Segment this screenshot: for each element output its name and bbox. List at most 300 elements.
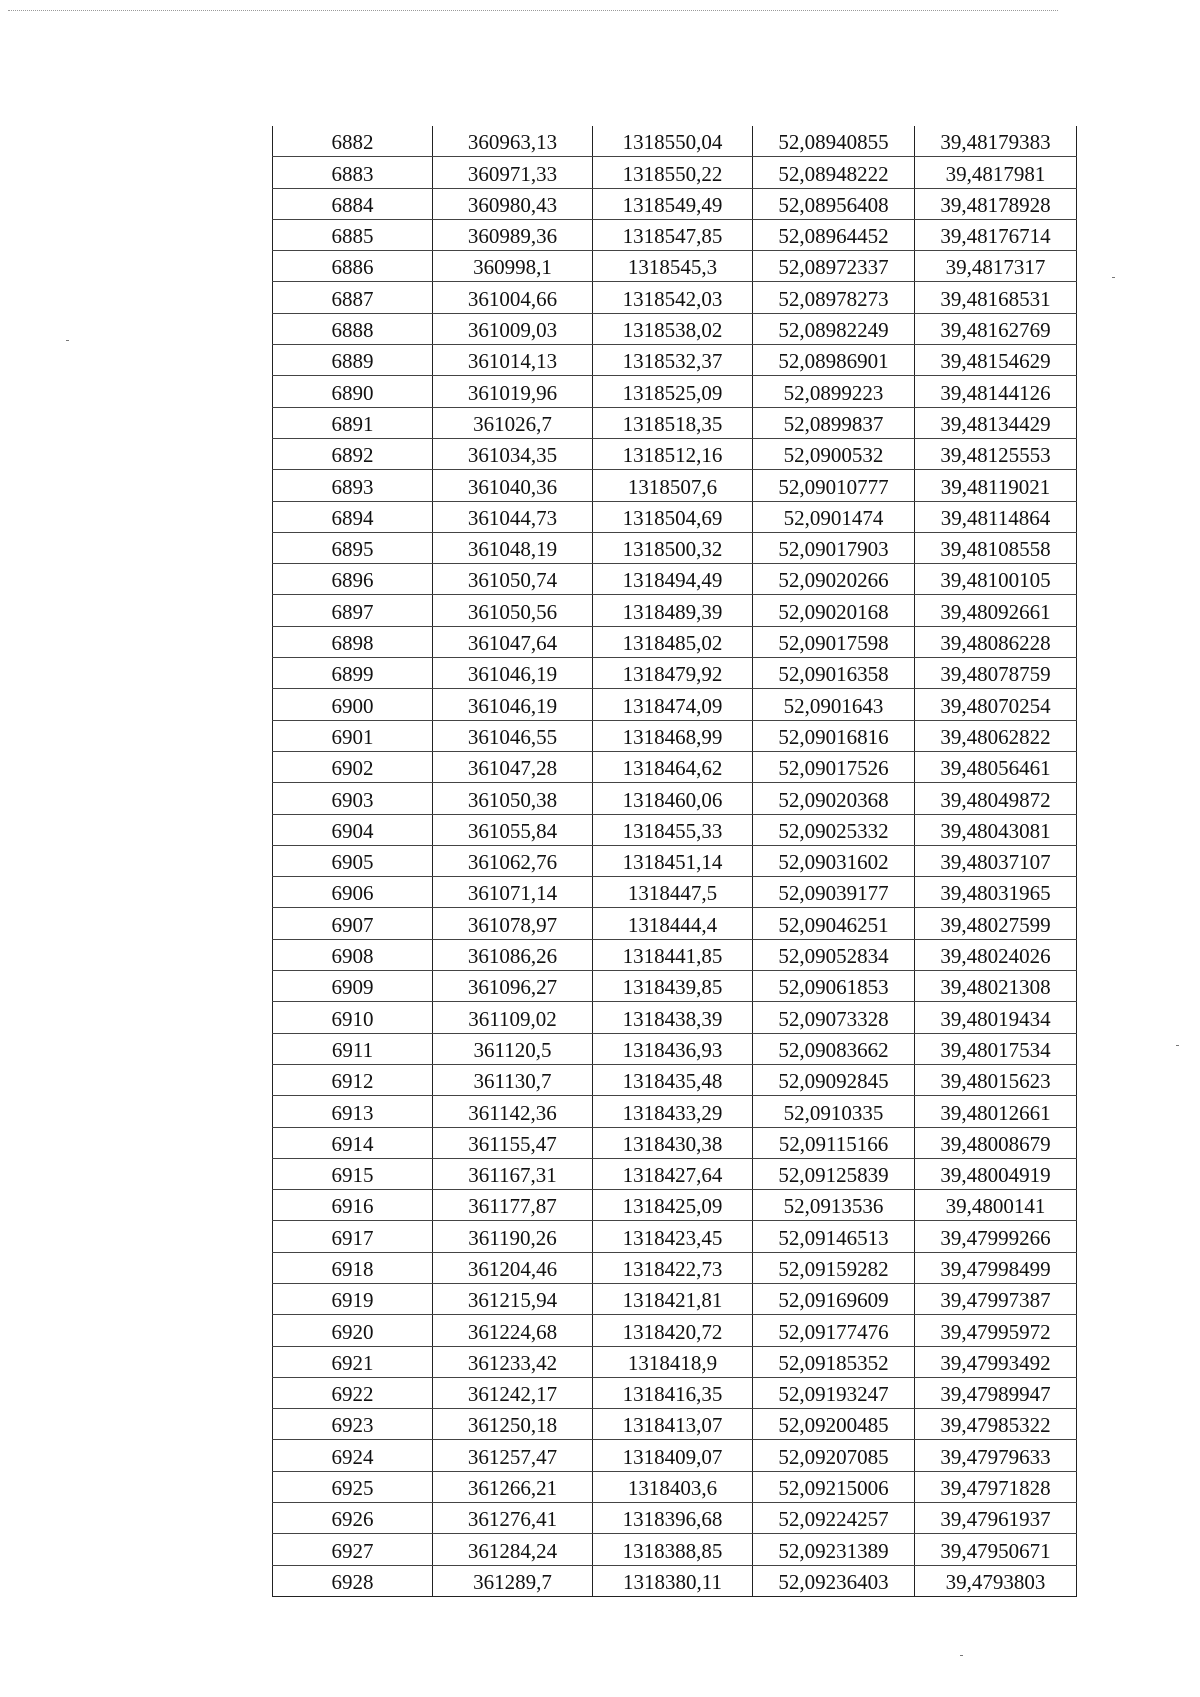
- cell-value: 361078,97: [467, 912, 558, 937]
- y-coordinate-cell: [593, 720, 753, 751]
- longitude-cell: [915, 1283, 1077, 1314]
- cell-value: 1318545,3: [627, 255, 718, 280]
- point-number-cell: [273, 470, 433, 501]
- cell-value: 360998,1: [473, 255, 552, 280]
- longitude-cell: [915, 814, 1077, 845]
- cell-value: 1318439,85: [622, 975, 723, 1000]
- cell-value: 6891: [331, 411, 374, 436]
- point-number-cell: [273, 345, 433, 376]
- table-row: [273, 188, 1077, 219]
- cell-value: 361155,47: [468, 1131, 557, 1156]
- cell-value: 360989,36: [467, 224, 558, 249]
- cell-value: 52,09031602: [778, 850, 889, 875]
- x-coordinate-cell: [433, 939, 593, 970]
- cell-value: 6916: [331, 1194, 374, 1219]
- longitude-cell: [915, 751, 1077, 782]
- table-row: [273, 971, 1077, 1002]
- table-row: [273, 1127, 1077, 1158]
- cell-value: 361046,55: [467, 724, 558, 749]
- cell-value: 39,47985322: [940, 1413, 1051, 1438]
- cell-value: 6882: [331, 130, 374, 155]
- point-number-cell: [273, 532, 433, 563]
- point-number-cell: [273, 157, 433, 188]
- cell-value: 361034,35: [467, 443, 558, 468]
- cell-value: 39,48062822: [940, 724, 1051, 749]
- cell-value: 39,48027599: [940, 912, 1051, 937]
- cell-value: 1318441,85: [622, 944, 723, 969]
- cell-value: 1318423,45: [622, 1225, 723, 1250]
- cell-value: 361233,42: [467, 1350, 558, 1375]
- y-coordinate-cell: [593, 157, 753, 188]
- cell-value: 52,08972337: [778, 255, 889, 280]
- longitude-cell: [915, 1033, 1077, 1064]
- latitude-cell: [753, 282, 915, 313]
- table-row: [273, 219, 1077, 250]
- longitude-cell: [915, 1471, 1077, 1502]
- y-coordinate-cell: [593, 814, 753, 845]
- cell-value: 39,48031965: [940, 881, 1051, 906]
- table-row: [273, 470, 1077, 501]
- longitude-cell: [915, 595, 1077, 626]
- x-coordinate-cell: [433, 1471, 593, 1502]
- cell-value: 6884: [331, 192, 374, 217]
- table-row: [273, 814, 1077, 845]
- cell-value: 1318409,07: [622, 1444, 723, 1469]
- y-coordinate-cell: [593, 971, 753, 1002]
- cell-value: 39,47971828: [940, 1476, 1051, 1501]
- cell-value: 39,48154629: [940, 349, 1051, 374]
- cell-value: 39,47997387: [940, 1288, 1051, 1313]
- cell-value: 52,08956408: [778, 192, 889, 217]
- cell-value: 39,47950671: [940, 1538, 1051, 1563]
- table-row: [273, 1096, 1077, 1127]
- cell-value: 52,0900532: [783, 443, 884, 468]
- latitude-cell: [753, 751, 915, 782]
- cell-value: 361009,03: [467, 318, 558, 343]
- cell-value: 52,09010777: [778, 474, 889, 499]
- cell-value: 6920: [331, 1319, 374, 1344]
- x-coordinate-cell: [433, 1503, 593, 1534]
- cell-value: 6896: [331, 568, 374, 593]
- cell-value: 361004,66: [467, 286, 558, 311]
- scan-edge-line: [8, 10, 1058, 11]
- point-number-cell: [273, 595, 433, 626]
- x-coordinate-cell: [433, 407, 593, 438]
- cell-value: 1318436,93: [622, 1037, 723, 1062]
- y-coordinate-cell: [593, 126, 753, 157]
- cell-value: 52,09016816: [778, 724, 889, 749]
- cell-value: 39,47993492: [940, 1350, 1051, 1375]
- cell-value: 39,48108558: [940, 537, 1051, 562]
- latitude-cell: [753, 1565, 915, 1596]
- x-coordinate-cell: [433, 1315, 593, 1346]
- latitude-cell: [753, 501, 915, 532]
- cell-value: 6921: [331, 1350, 374, 1375]
- x-coordinate-cell: [433, 1409, 593, 1440]
- cell-value: 6924: [331, 1444, 374, 1469]
- cell-value: 361026,7: [473, 411, 552, 436]
- cell-value: 52,08978273: [778, 286, 889, 311]
- cell-value: 52,09207085: [778, 1444, 889, 1469]
- longitude-cell: [915, 470, 1077, 501]
- y-coordinate-cell: [593, 783, 753, 814]
- point-number-cell: [273, 1503, 433, 1534]
- cell-value: 361044,73: [467, 505, 558, 530]
- table-row: [273, 564, 1077, 595]
- cell-value: 1318425,09: [622, 1194, 723, 1219]
- cell-value: 361050,74: [467, 568, 558, 593]
- cell-value: 361050,38: [467, 787, 558, 812]
- cell-value: 52,09200485: [778, 1413, 889, 1438]
- cell-value: 39,47995972: [940, 1319, 1051, 1344]
- point-number-cell: [273, 689, 433, 720]
- x-coordinate-cell: [433, 219, 593, 250]
- latitude-cell: [753, 407, 915, 438]
- x-coordinate-cell: [433, 501, 593, 532]
- x-coordinate-cell: [433, 376, 593, 407]
- cell-value: 1318444,4: [627, 912, 718, 937]
- latitude-cell: [753, 939, 915, 970]
- cell-value: 52,0913536: [783, 1194, 884, 1219]
- cell-value: 39,48012661: [940, 1100, 1051, 1125]
- table-row: [273, 1471, 1077, 1502]
- table-row: [273, 1002, 1077, 1033]
- latitude-cell: [753, 1127, 915, 1158]
- cell-value: 1318518,35: [622, 411, 723, 436]
- y-coordinate-cell: [593, 1440, 753, 1471]
- latitude-cell: [753, 376, 915, 407]
- latitude-cell: [753, 1409, 915, 1440]
- table-row: [273, 720, 1077, 751]
- x-coordinate-cell: [433, 313, 593, 344]
- table-row: [273, 595, 1077, 626]
- cell-value: 52,09046251: [778, 912, 889, 937]
- point-number-cell: [273, 219, 433, 250]
- latitude-cell: [753, 626, 915, 657]
- x-coordinate-cell: [433, 1252, 593, 1283]
- x-coordinate-cell: [433, 908, 593, 939]
- cell-value: 6928: [331, 1569, 374, 1594]
- y-coordinate-cell: [593, 219, 753, 250]
- x-coordinate-cell: [433, 251, 593, 282]
- point-number-cell: [273, 1096, 433, 1127]
- x-coordinate-cell: [433, 564, 593, 595]
- longitude-cell: [915, 1409, 1077, 1440]
- cell-value: 39,48015623: [940, 1069, 1051, 1094]
- cell-value: 1318500,32: [622, 537, 723, 562]
- y-coordinate-cell: [593, 689, 753, 720]
- cell-value: 6906: [331, 881, 374, 906]
- point-number-cell: [273, 1283, 433, 1314]
- x-coordinate-cell: [433, 1064, 593, 1095]
- table-row: [273, 1565, 1077, 1596]
- latitude-cell: [753, 1064, 915, 1095]
- latitude-cell: [753, 1252, 915, 1283]
- y-coordinate-cell: [593, 1409, 753, 1440]
- cell-value: 1318388,85: [622, 1538, 723, 1563]
- cell-value: 1318418,9: [627, 1350, 718, 1375]
- table-row: [273, 658, 1077, 689]
- x-coordinate-cell: [433, 626, 593, 657]
- cell-value: 6888: [331, 318, 374, 343]
- cell-value: 52,09073328: [778, 1006, 889, 1031]
- cell-value: 52,09020266: [778, 568, 889, 593]
- cell-value: 1318380,11: [623, 1569, 722, 1594]
- longitude-cell: [915, 251, 1077, 282]
- x-coordinate-cell: [433, 470, 593, 501]
- cell-value: 361142,36: [468, 1100, 557, 1125]
- cell-value: 6917: [331, 1225, 374, 1250]
- cell-value: 39,48043081: [940, 818, 1051, 843]
- latitude-cell: [753, 251, 915, 282]
- longitude-cell: [915, 219, 1077, 250]
- point-number-cell: [273, 501, 433, 532]
- y-coordinate-cell: [593, 470, 753, 501]
- table-row: [273, 1377, 1077, 1408]
- point-number-cell: [273, 1409, 433, 1440]
- cell-value: 1318464,62: [622, 756, 723, 781]
- cell-value: 52,08948222: [778, 161, 889, 186]
- x-coordinate-cell: [433, 532, 593, 563]
- longitude-cell: [915, 157, 1077, 188]
- x-coordinate-cell: [433, 188, 593, 219]
- y-coordinate-cell: [593, 1471, 753, 1502]
- point-number-cell: [273, 126, 433, 157]
- cell-value: 52,09061853: [778, 975, 889, 1000]
- cell-value: 361284,24: [467, 1538, 558, 1563]
- cell-value: 361050,56: [467, 599, 558, 624]
- cell-value: 1318512,16: [622, 443, 723, 468]
- y-coordinate-cell: [593, 877, 753, 908]
- cell-value: 52,09020368: [778, 787, 889, 812]
- y-coordinate-cell: [593, 1346, 753, 1377]
- point-number-cell: [273, 376, 433, 407]
- cell-value: 1318485,02: [622, 631, 723, 656]
- point-number-cell: [273, 720, 433, 751]
- table-row: [273, 1190, 1077, 1221]
- cell-value: 1318542,03: [622, 286, 723, 311]
- x-coordinate-cell: [433, 126, 593, 157]
- point-number-cell: [273, 251, 433, 282]
- longitude-cell: [915, 720, 1077, 751]
- longitude-cell: [915, 1190, 1077, 1221]
- y-coordinate-cell: [593, 1002, 753, 1033]
- cell-value: 361266,21: [467, 1476, 558, 1501]
- cell-value: 1318460,06: [622, 787, 723, 812]
- cell-value: 1318507,6: [627, 474, 718, 499]
- table-row: [273, 877, 1077, 908]
- cell-value: 361224,68: [467, 1319, 558, 1344]
- table-body: [273, 126, 1077, 1596]
- x-coordinate-cell: [433, 438, 593, 469]
- cell-value: 6900: [331, 693, 374, 718]
- scan-speck: [66, 340, 69, 341]
- cell-value: 1318474,09: [622, 693, 723, 718]
- cell-value: 6883: [331, 161, 374, 186]
- point-number-cell: [273, 188, 433, 219]
- cell-value: 1318421,81: [622, 1288, 723, 1313]
- cell-value: 361047,28: [467, 756, 558, 781]
- longitude-cell: [915, 845, 1077, 876]
- latitude-cell: [753, 595, 915, 626]
- table-row: [273, 908, 1077, 939]
- point-number-cell: [273, 1127, 433, 1158]
- cell-value: 52,09146513: [778, 1225, 889, 1250]
- point-number-cell: [273, 908, 433, 939]
- cell-value: 52,0910335: [783, 1100, 884, 1125]
- longitude-cell: [915, 689, 1077, 720]
- cell-value: 52,09236403: [778, 1569, 889, 1594]
- point-number-cell: [273, 1221, 433, 1252]
- cell-value: 1318416,35: [622, 1382, 723, 1407]
- cell-value: 360980,43: [467, 192, 558, 217]
- cell-value: 1318422,73: [622, 1256, 723, 1281]
- longitude-cell: [915, 1503, 1077, 1534]
- cell-value: 6908: [331, 944, 374, 969]
- latitude-cell: [753, 814, 915, 845]
- cell-value: 39,48004919: [940, 1163, 1051, 1188]
- y-coordinate-cell: [593, 1158, 753, 1189]
- longitude-cell: [915, 1377, 1077, 1408]
- cell-value: 52,09115166: [778, 1131, 889, 1156]
- latitude-cell: [753, 1221, 915, 1252]
- table-row: [273, 313, 1077, 344]
- point-number-cell: [273, 658, 433, 689]
- latitude-cell: [753, 1377, 915, 1408]
- longitude-cell: [915, 783, 1077, 814]
- cell-value: 39,47998499: [940, 1256, 1051, 1281]
- cell-value: 39,48017534: [940, 1037, 1051, 1062]
- longitude-cell: [915, 1221, 1077, 1252]
- y-coordinate-cell: [593, 251, 753, 282]
- cell-value: 52,0899223: [783, 380, 884, 405]
- longitude-cell: [915, 345, 1077, 376]
- latitude-cell: [753, 532, 915, 563]
- point-number-cell: [273, 282, 433, 313]
- y-coordinate-cell: [593, 595, 753, 626]
- longitude-cell: [915, 971, 1077, 1002]
- cell-value: 52,09125839: [778, 1163, 889, 1188]
- cell-value: 361048,19: [467, 537, 558, 562]
- x-coordinate-cell: [433, 1377, 593, 1408]
- cell-value: 39,48008679: [940, 1131, 1051, 1156]
- cell-value: 39,48056461: [940, 756, 1051, 781]
- latitude-cell: [753, 658, 915, 689]
- y-coordinate-cell: [593, 345, 753, 376]
- latitude-cell: [753, 1033, 915, 1064]
- y-coordinate-cell: [593, 1565, 753, 1596]
- table-row: [273, 1283, 1077, 1314]
- cell-value: 1318455,33: [622, 818, 723, 843]
- x-coordinate-cell: [433, 1221, 593, 1252]
- table-row: [273, 1158, 1077, 1189]
- cell-value: 361046,19: [467, 693, 558, 718]
- cell-value: 39,48049872: [940, 787, 1051, 812]
- y-coordinate-cell: [593, 1503, 753, 1534]
- cell-value: 361062,76: [467, 850, 558, 875]
- y-coordinate-cell: [593, 313, 753, 344]
- y-coordinate-cell: [593, 1096, 753, 1127]
- cell-value: 361167,31: [468, 1163, 557, 1188]
- y-coordinate-cell: [593, 1377, 753, 1408]
- latitude-cell: [753, 877, 915, 908]
- cell-value: 1318396,68: [622, 1507, 723, 1532]
- cell-value: 361190,26: [468, 1225, 557, 1250]
- longitude-cell: [915, 501, 1077, 532]
- point-number-cell: [273, 1033, 433, 1064]
- latitude-cell: [753, 219, 915, 250]
- latitude-cell: [753, 564, 915, 595]
- x-coordinate-cell: [433, 1002, 593, 1033]
- y-coordinate-cell: [593, 407, 753, 438]
- cell-value: 39,48114864: [940, 505, 1051, 530]
- x-coordinate-cell: [433, 1158, 593, 1189]
- cell-value: 1318435,48: [622, 1069, 723, 1094]
- cell-value: 1318451,14: [622, 850, 723, 875]
- latitude-cell: [753, 971, 915, 1002]
- point-number-cell: [273, 1471, 433, 1502]
- cell-value: 39,48144126: [940, 380, 1051, 405]
- point-number-cell: [273, 1440, 433, 1471]
- table-row: [273, 345, 1077, 376]
- latitude-cell: [753, 908, 915, 939]
- cell-value: 52,09193247: [778, 1382, 889, 1407]
- table-row: [273, 1221, 1077, 1252]
- longitude-cell: [915, 658, 1077, 689]
- cell-value: 52,09215006: [778, 1476, 889, 1501]
- coordinates-table: [272, 126, 1077, 1597]
- cell-value: 6915: [331, 1163, 374, 1188]
- cell-value: 1318489,39: [622, 599, 723, 624]
- y-coordinate-cell: [593, 438, 753, 469]
- x-coordinate-cell: [433, 157, 593, 188]
- cell-value: 361019,96: [467, 380, 558, 405]
- cell-value: 52,09017598: [778, 631, 889, 656]
- latitude-cell: [753, 1096, 915, 1127]
- cell-value: 6899: [331, 662, 374, 687]
- cell-value: 39,48168531: [940, 286, 1051, 311]
- cell-value: 1318504,69: [622, 505, 723, 530]
- point-number-cell: [273, 1002, 433, 1033]
- cell-value: 1318549,49: [622, 192, 723, 217]
- cell-value: 52,08986901: [778, 349, 889, 374]
- table-row: [273, 689, 1077, 720]
- cell-value: 39,48070254: [940, 693, 1051, 718]
- y-coordinate-cell: [593, 658, 753, 689]
- cell-value: 39,48078759: [940, 662, 1051, 687]
- cell-value: 39,4817317: [945, 255, 1046, 280]
- cell-value: 1318403,6: [627, 1476, 718, 1501]
- y-coordinate-cell: [593, 1064, 753, 1095]
- latitude-cell: [753, 783, 915, 814]
- cell-value: 39,47999266: [940, 1225, 1051, 1250]
- y-coordinate-cell: [593, 1283, 753, 1314]
- cell-value: 1318468,99: [622, 724, 723, 749]
- longitude-cell: [915, 1064, 1077, 1095]
- cell-value: 6923: [331, 1413, 374, 1438]
- cell-value: 52,0899837: [783, 411, 884, 436]
- longitude-cell: [915, 1440, 1077, 1471]
- point-number-cell: [273, 971, 433, 1002]
- cell-value: 6913: [331, 1100, 374, 1125]
- point-number-cell: [273, 1565, 433, 1596]
- cell-value: 6927: [331, 1538, 374, 1563]
- cell-value: 1318479,92: [622, 662, 723, 687]
- x-coordinate-cell: [433, 1346, 593, 1377]
- cell-value: 1318413,07: [622, 1413, 723, 1438]
- cell-value: 361040,36: [467, 474, 558, 499]
- x-coordinate-cell: [433, 971, 593, 1002]
